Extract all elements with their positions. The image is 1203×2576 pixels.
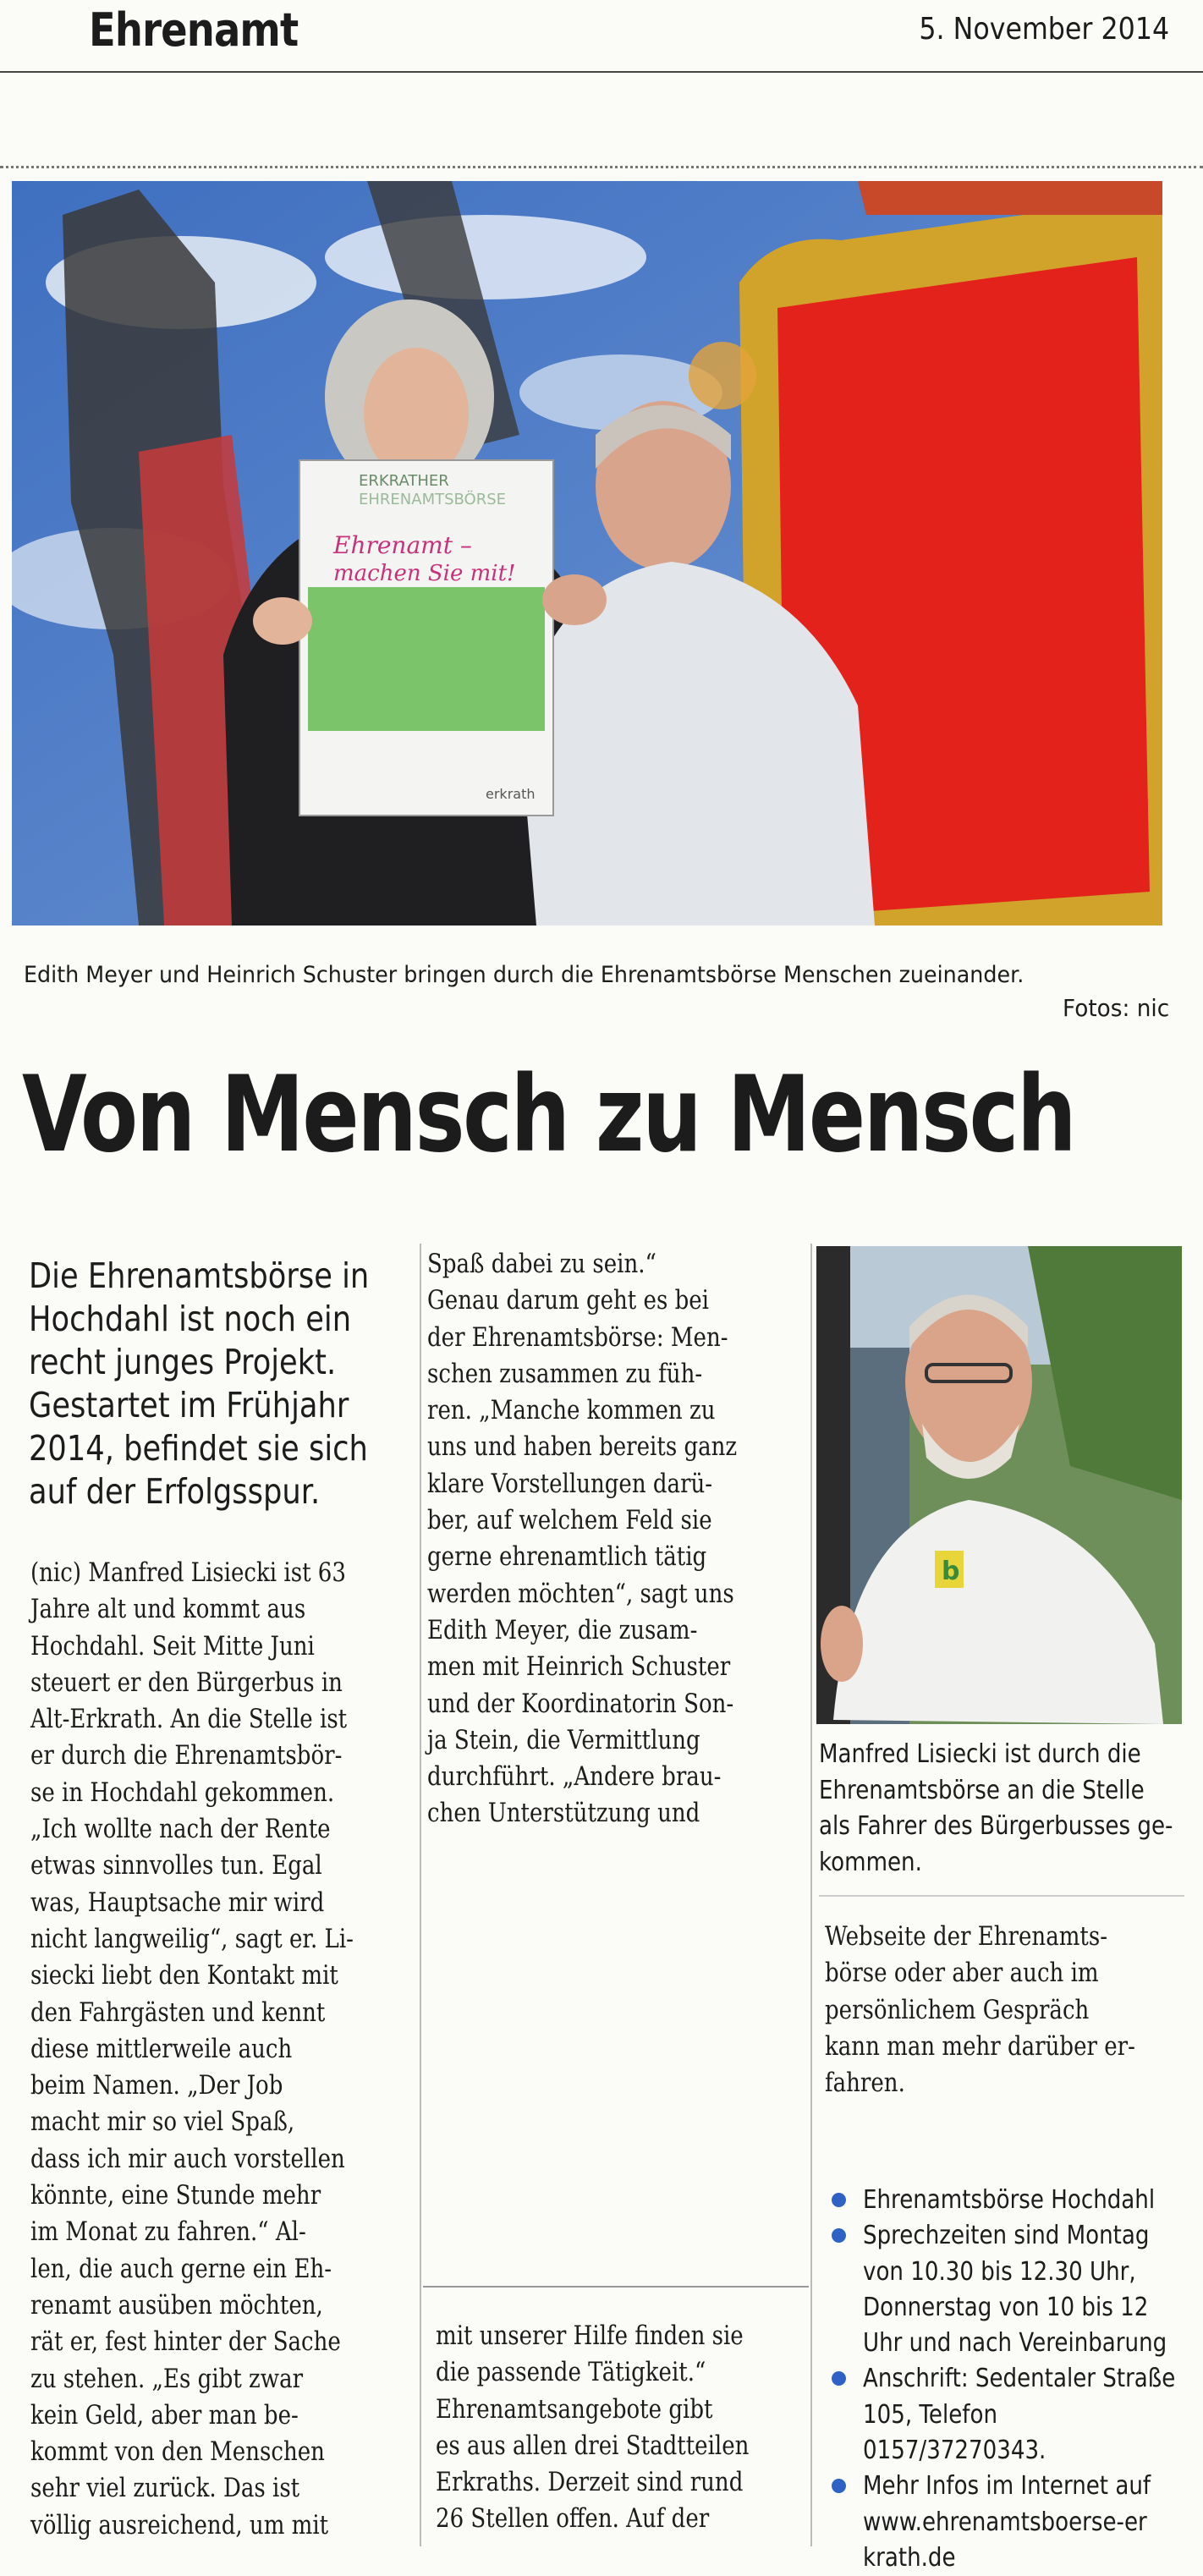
text-line: diese mittlerweile auch	[30, 2033, 293, 2064]
info-line: Donnerstag von 10 bis 12	[863, 2292, 1149, 2322]
caption-line: Manfred Lisiecki ist durch die	[819, 1739, 1141, 1769]
text-line: der Ehrenamtsbörse: Men-	[427, 1321, 728, 1353]
dotted-divider	[0, 166, 1203, 168]
text-line: len, die auch gerne ein Eh-	[30, 2253, 332, 2284]
info-line: Ehrenamtsbörse Hochdahl	[863, 2185, 1156, 2215]
text-line: „Ich wollte nach der Rente	[30, 1814, 331, 1845]
bullet-icon	[832, 2228, 846, 2243]
text-line: kann man mehr darüber er-	[825, 2030, 1135, 2062]
portrait-photo	[816, 1246, 1182, 1724]
lead-line: Gestartet im Frühjahr	[29, 1385, 349, 1425]
text-line: den Fahrgästen und kennt	[30, 1997, 326, 2028]
text-line: es aus allen drei Stadtteilen	[436, 2430, 750, 2461]
main-photo	[12, 181, 1162, 925]
column-rule	[423, 2286, 809, 2288]
portrait-illustration	[816, 1246, 1182, 1724]
text-line: im Monat zu fahren.“ Al-	[30, 2216, 306, 2248]
text-line: die passende Tätigkeit.“	[436, 2357, 706, 2388]
text-line: könnte, eine Stunde mehr	[30, 2180, 321, 2211]
poster-slogan-2: machen Sie mit!	[333, 561, 516, 586]
text-line: Ehrenamtsangebote gibt	[436, 2393, 713, 2425]
text-line: ja Stein, die Vermittlung	[427, 1724, 700, 1755]
text-line: Hochdahl. Seit Mitte Juni	[30, 1630, 315, 1661]
text-line: dass ich mir auch vorstellen	[30, 2143, 345, 2174]
text-line: zu stehen. „Es gibt zwar	[30, 2363, 304, 2394]
main-photo-caption: Edith Meyer und Heinrich Schuster bringen durch die Ehrenamtsbörse Menschen zueinander.	[24, 962, 1024, 988]
text-line: Alt-Erkrath. An die Stelle ist	[30, 1704, 348, 1735]
text-line: gerne ehrenamtlich tätig	[427, 1541, 707, 1573]
info-box	[827, 2183, 1191, 2576]
text-line: Jahre alt und kommt aus	[30, 1594, 306, 1625]
text-line: ren. „Manche kommen zu	[427, 1395, 716, 1426]
text-line: börse oder aber auch im	[825, 1958, 1099, 1989]
lead-line: 2014, befindet sie sich	[29, 1428, 368, 1469]
text-line: nicht langweilig“, sagt er. Li-	[30, 1923, 354, 1954]
article-lead	[29, 1255, 426, 1513]
text-line: macht mir so viel Spaß,	[30, 2106, 295, 2138]
issue-date: 5. November 2014	[919, 12, 1169, 47]
lead-line: recht junges Projekt.	[29, 1342, 337, 1382]
text-line: Edith Meyer, die zusam-	[427, 1614, 698, 1645]
info-line: www.ehrenamtsboerse-er	[863, 2507, 1147, 2537]
text-line: etwas sinnvolles tun. Egal	[30, 1850, 322, 1881]
article-column-3	[825, 1919, 1189, 2101]
article-column-1	[30, 1555, 428, 2544]
portrait-caption	[819, 1737, 1191, 1881]
text-line: beim Namen. „Der Job	[30, 2070, 283, 2101]
poster-org-2: EHRENAMTSBÖRSE	[359, 491, 507, 508]
info-line: krath.de	[863, 2542, 956, 2573]
text-line: er durch die Ehrenamtsbör-	[30, 1740, 343, 1771]
lead-line: auf der Erfolgsspur.	[29, 1471, 321, 1512]
text-line: steuert er den Bürgerbus in	[30, 1667, 343, 1698]
lead-line: Die Ehrenamtsbörse in	[29, 1255, 370, 1296]
info-item-hours	[827, 2218, 1191, 2361]
caption-line: als Fahrer des Bürgerbusses ge-	[819, 1811, 1173, 1841]
text-line: Erkraths. Derzeit sind rund	[436, 2467, 744, 2498]
text-line: mit unserer Hilfe finden sie	[436, 2321, 744, 2351]
info-item-address	[827, 2361, 1191, 2469]
column-divider	[420, 1244, 421, 2546]
text-line: was, Hauptsache mir wird	[30, 1887, 325, 1918]
text-line: sehr viel zurück. Das ist	[30, 2473, 300, 2504]
text-line: (nic) Manfred Lisiecki ist 63	[30, 1557, 346, 1588]
poster-footer: erkrath	[486, 786, 536, 802]
info-line: Anschrift: Sedentaler Straße	[863, 2364, 1176, 2394]
text-line: persönlichem Gespräch	[825, 1994, 1090, 2025]
info-line: von 10.30 bis 12.30 Uhr,	[863, 2256, 1136, 2287]
caption-rule	[819, 1895, 1184, 1897]
text-line: kein Geld, aber man be-	[30, 2399, 299, 2430]
info-item-website	[827, 2469, 1191, 2576]
text-line: rät er, fest hinter der Sache	[30, 2326, 341, 2358]
text-line: uns und haben bereits ganz	[427, 1431, 738, 1463]
text-line: siecki liebt den Kontakt mit	[30, 1960, 338, 1991]
bullet-icon	[832, 2193, 846, 2207]
info-line: Mehr Infos im Internet auf	[863, 2471, 1151, 2502]
text-line: chen Unterstützung und	[427, 1798, 700, 1829]
photo-credit: Fotos: nic	[1062, 994, 1169, 1022]
text-line: klare Vorstellungen darü-	[427, 1468, 713, 1499]
text-line: völlig ausreichend, um mit	[30, 2509, 329, 2540]
article-column-2-top	[427, 1246, 825, 1832]
text-line: schen zusammen zu füh-	[427, 1358, 703, 1389]
bullet-icon	[832, 2479, 846, 2493]
bullet-icon	[832, 2371, 846, 2386]
section-title: Ehrenamt	[89, 3, 299, 57]
header-rule	[0, 71, 1203, 73]
main-photo-illustration	[12, 181, 1162, 925]
article-headline: Von Mensch zu Mensch	[22, 1054, 1075, 1176]
poster-slogan-1: Ehrenamt –	[333, 531, 472, 559]
text-line: fahren.	[825, 2068, 905, 2099]
text-line: men mit Heinrich Schuster	[427, 1651, 731, 1683]
text-line: se in Hochdahl gekommen.	[30, 1777, 335, 1808]
text-line: durchführt. „Andere brau-	[427, 1761, 722, 1793]
text-line: renamt ausüben möchten,	[30, 2289, 323, 2321]
text-line: werden möchten“, sagt uns	[427, 1578, 734, 1609]
text-line: Genau darum geht es bei	[427, 1285, 709, 1316]
article-column-2-bottom	[436, 2318, 833, 2538]
info-line: Sprechzeiten sind Montag	[863, 2221, 1150, 2251]
text-line: Spaß dabei zu sein.“	[427, 1249, 656, 1279]
text-line: Webseite der Ehrenamts-	[825, 1921, 1108, 1952]
lead-line: Hochdahl ist noch ein	[29, 1299, 352, 1339]
info-line: Uhr und nach Vereinbarung	[863, 2328, 1167, 2359]
poster-org: ERKRATHER	[359, 472, 449, 490]
info-line: 105, Telefon	[863, 2399, 997, 2430]
svg-text:b: b	[942, 1557, 960, 1586]
info-line: 0157/37270343.	[863, 2436, 1046, 2466]
text-line: und der Koordinatorin Son-	[427, 1688, 734, 1719]
info-item-name	[827, 2183, 1191, 2218]
text-line: 26 Stellen offen. Auf der	[436, 2503, 710, 2535]
text-line: kommt von den Menschen	[30, 2436, 325, 2468]
caption-line: kommen.	[819, 1847, 922, 1877]
text-line: ber, auf welchem Feld sie	[427, 1505, 712, 1536]
caption-line: Ehrenamtsbörse an die Stelle	[819, 1775, 1145, 1805]
